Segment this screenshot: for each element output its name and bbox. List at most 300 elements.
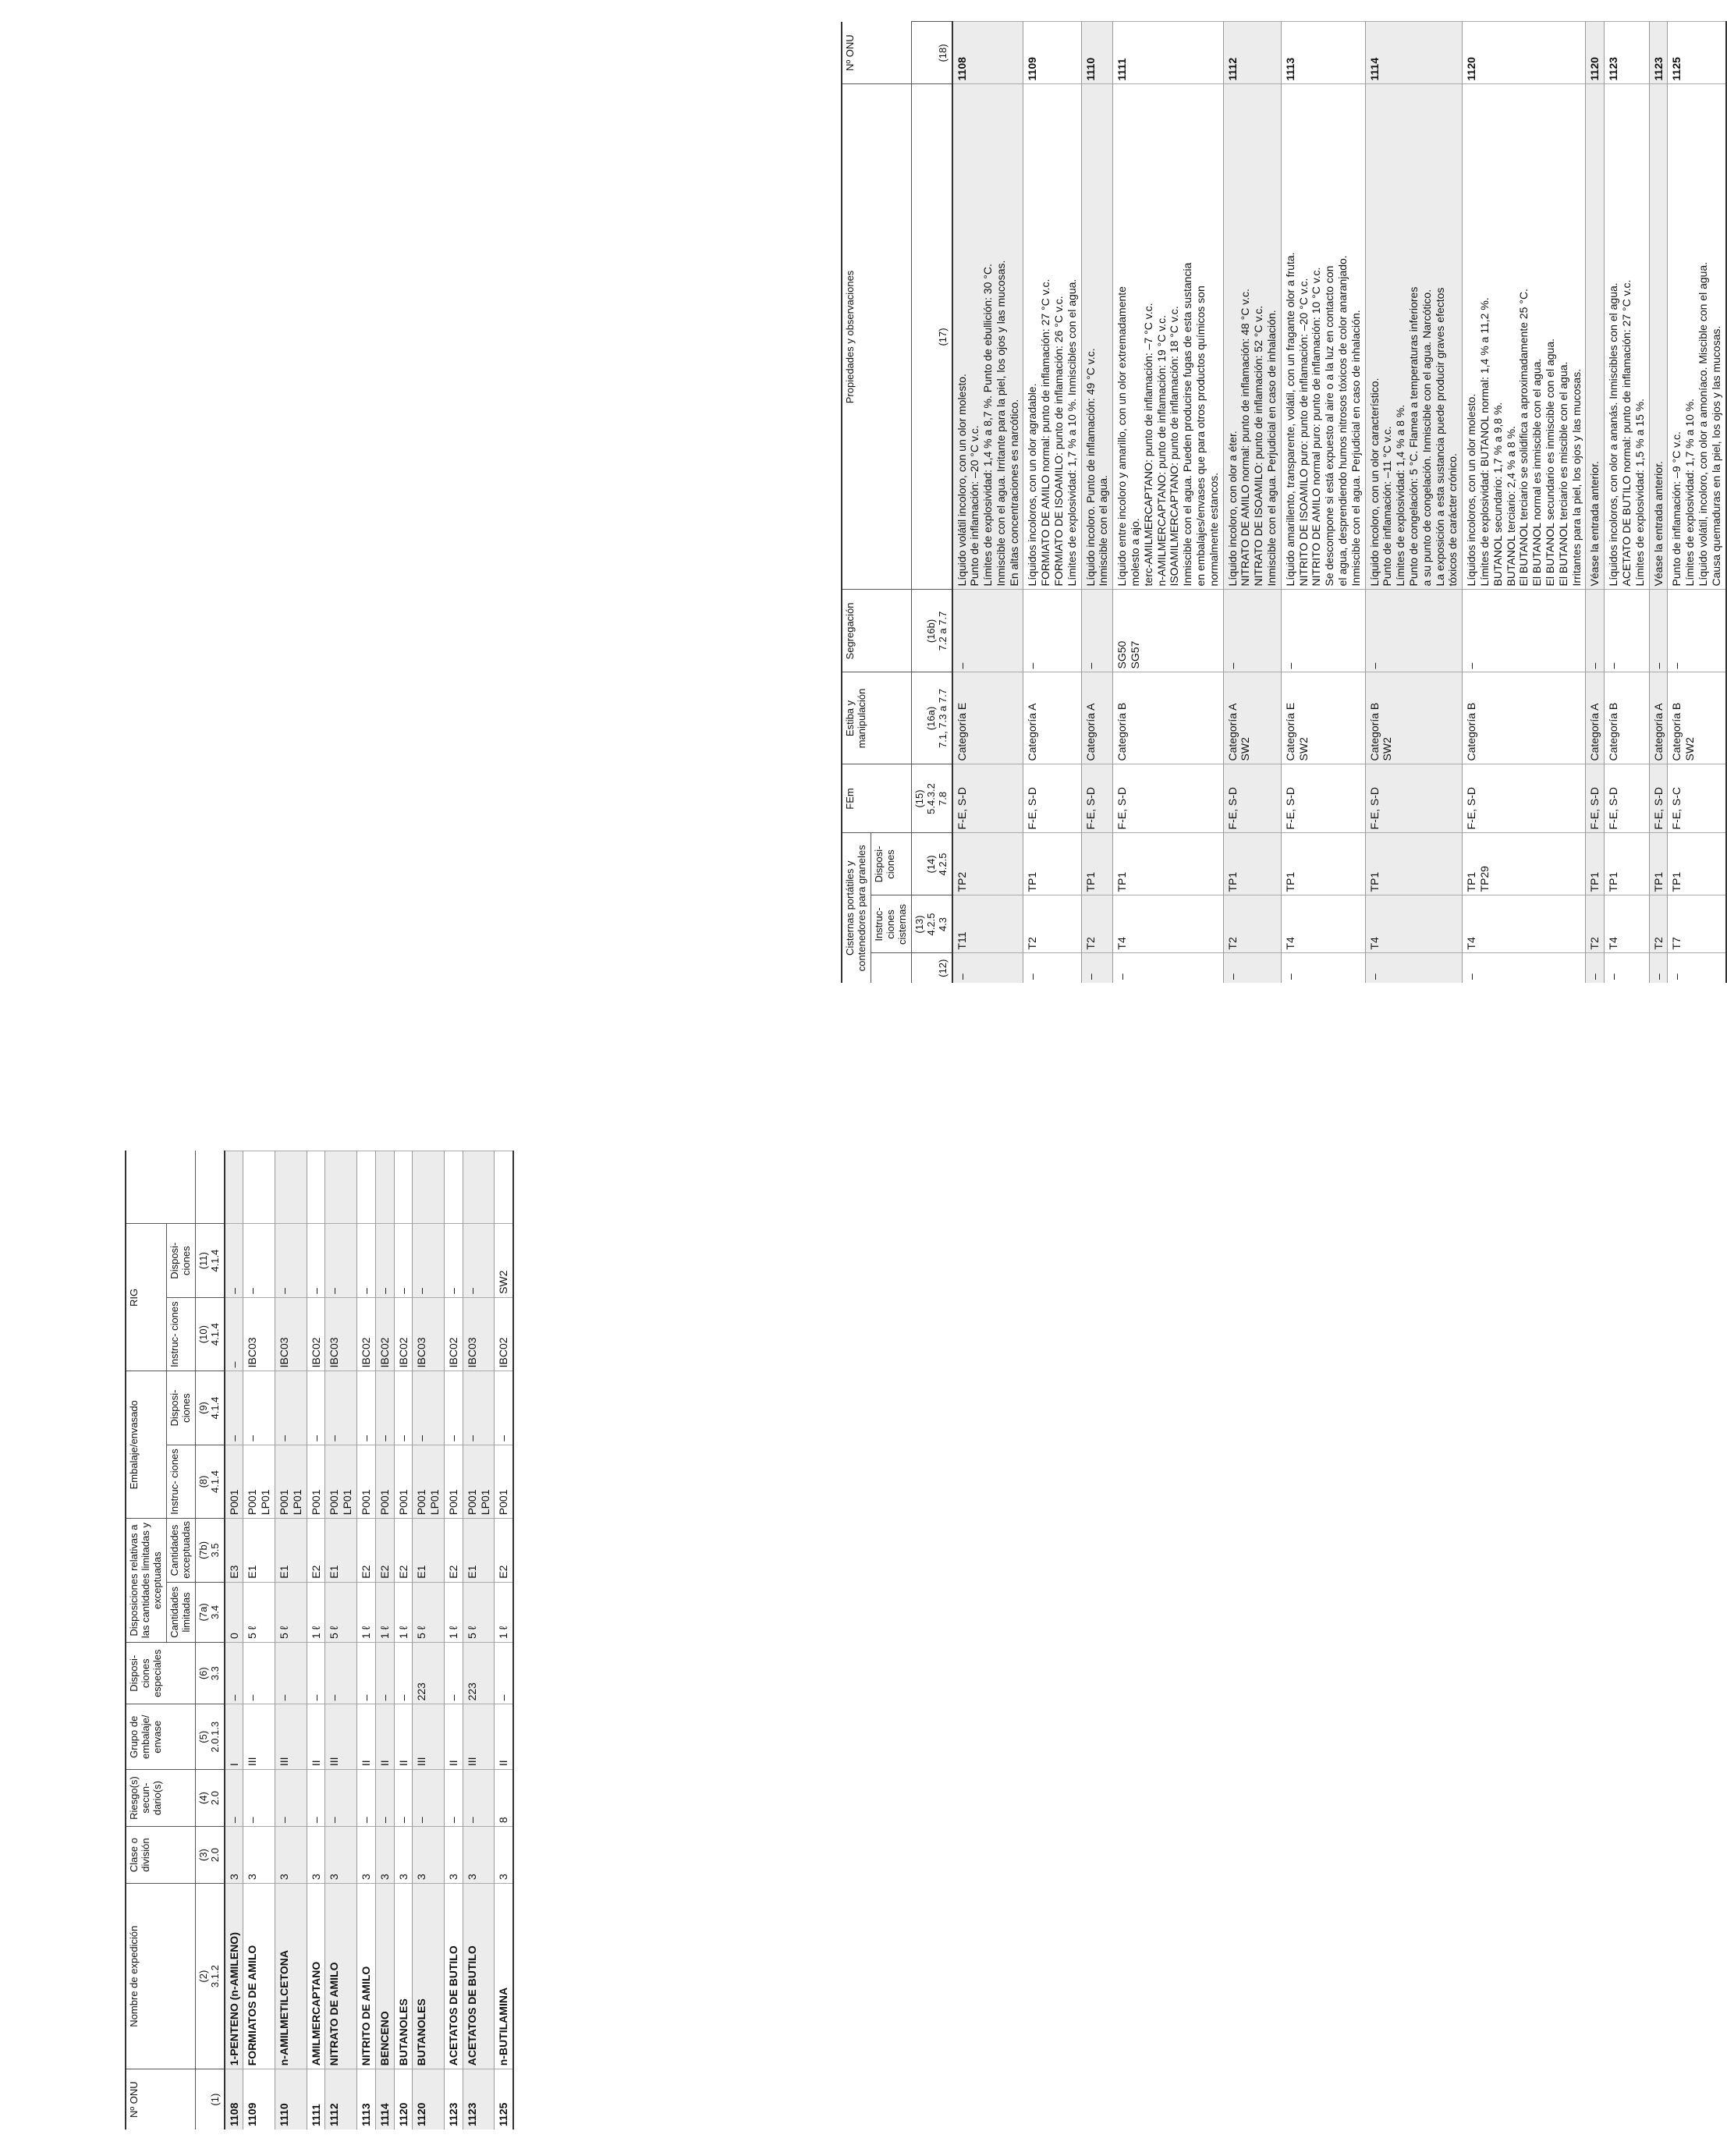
onu-cell: 1108 (952, 22, 1023, 84)
onu-cell: 1120 (1463, 22, 1586, 84)
header-class: Clase o división (126, 1827, 195, 1884)
excepted-quantity-cell: E2 (394, 1519, 413, 1583)
header-tank-provisions: Disposi- ciones (871, 833, 911, 895)
limited-quantity-cell: 0 (225, 1582, 243, 1642)
ems-cell: F-E, S-D (952, 764, 1023, 833)
column-number: (3) 2.0 (195, 1827, 224, 1884)
header-col12 (871, 953, 911, 983)
table-row (243, 1151, 275, 2130)
col12-cell: – (952, 953, 1023, 983)
stowage-cell: Categoría B SW2 (1668, 672, 1726, 764)
properties-line: En altas concentraciones es narcótico. (1007, 399, 1020, 587)
properties-line: Límites de explosividad: 1,7 % a 10 %. Inmiscibles con el agua. (1065, 278, 1078, 587)
packing-provision-cell: – (225, 1371, 243, 1445)
limited-quantity-cell: 5 ℓ (275, 1582, 307, 1642)
secondary-risk-cell: – (275, 1770, 307, 1827)
header-tanks-group: Cisternas portátiles y contenedores para graneles (842, 833, 871, 983)
properties-line: El BUTANOL terciario se solidifica a aproximadamente 25 °C. (1517, 289, 1530, 587)
column-number: (2) 3.1.2 (195, 1884, 224, 2069)
secondary-risk-cell: – (375, 1770, 394, 1827)
segregation-cell: – (1605, 590, 1649, 672)
properties-line: Límites de explosividad: 1,4 % a 8 %. (1394, 404, 1407, 587)
properties-line: Líquido amarillento, transparente, volátil, con un fragante olor a fruta. (1283, 252, 1296, 587)
column-number: (1) (195, 2069, 224, 2129)
column-number: (7b) 3.5 (195, 1519, 224, 1583)
packing-instruction-cell: P001 LP01 (325, 1445, 357, 1518)
properties-line: Véase la entrada anterior. (1651, 461, 1665, 587)
ibc-provision-cell: – (325, 1224, 357, 1297)
ibc-instruction-cell: IBC02 (394, 1297, 413, 1371)
packing-provision-cell: – (495, 1371, 513, 1445)
secondary-risk-cell: – (444, 1770, 463, 1827)
properties-line: normalmente estancos. (1207, 472, 1220, 587)
properties-line: ISOAMILMERCAPTANO: punto de inflamación: 18 °C v.c. (1168, 306, 1181, 587)
properties-cell (952, 84, 1023, 590)
properties-line: La exposición a esta sustancia puede producir graves efectos (1433, 287, 1446, 587)
excepted-quantity-cell: E3 (225, 1519, 243, 1583)
tank-instruction-cell: T4 (1605, 895, 1649, 953)
onu-cell: 1123 (1649, 22, 1668, 84)
onu-cell: 1123 (463, 2069, 495, 2129)
segregation-cell: – (1668, 590, 1726, 672)
column-number: (16a) 7.1, 7.3 a 7.7 (911, 672, 952, 764)
secondary-risk-cell: – (325, 1770, 357, 1827)
packing-instruction-cell: P001 LP01 (413, 1445, 445, 1518)
properties-line: NITRATO DE ISOAMILO: punto de inflamación: 52 °C v.c. (1252, 305, 1265, 587)
row-spacer (225, 1151, 243, 1224)
properties-line: NITRITO DE ISOAMILO puro: punto de inflamación: –20 °C v.c. (1296, 278, 1310, 587)
limited-quantity-cell: 1 ℓ (307, 1582, 325, 1642)
table-row (1365, 22, 1463, 983)
ibc-instruction-cell: IBC02 (444, 1297, 463, 1371)
properties-line: El BUTANOL secundario es inmiscible con el agua. (1543, 338, 1556, 587)
ems-cell: F-E, S-D (1113, 764, 1223, 833)
segregation-cell: – (1281, 590, 1365, 672)
table-row (495, 1151, 513, 2130)
row-spacer (375, 1151, 394, 1224)
properties-line: Límites de explosividad: 1,7 % a 10 %. (1683, 399, 1697, 587)
properties-line: Límites de explosividad: 1,4 % a 8,7 %. Punto de ebullición: 30 °C. (981, 264, 995, 587)
onu-cell: 1120 (394, 2069, 413, 2129)
properties-cell (1668, 84, 1726, 590)
properties-cell (1081, 84, 1113, 590)
segregation-cell: – (1365, 590, 1463, 672)
table-row (1586, 22, 1605, 983)
onu-cell: 1125 (495, 2069, 513, 2129)
special-provisions-cell: – (243, 1643, 275, 1704)
tank-instruction-cell: T2 (1586, 895, 1605, 953)
ibc-provision-cell: – (375, 1224, 394, 1297)
ibc-provision-cell: – (243, 1224, 275, 1297)
header-onu: Nº ONU (126, 2069, 195, 2129)
tank-instruction-cell: T4 (1281, 895, 1365, 953)
ems-cell: F-E, S-D (1649, 764, 1668, 833)
column-number-row (911, 22, 952, 983)
table-row (952, 22, 1023, 983)
row-spacer (495, 1151, 513, 1224)
packing-instruction-cell: P001 (375, 1445, 394, 1518)
class-cell: 3 (413, 1827, 445, 1884)
ibc-provision-cell: – (413, 1224, 445, 1297)
col12-cell: – (1365, 953, 1463, 983)
column-number: (16b) 7.2 a 7.7 (911, 590, 952, 672)
col12-cell: – (1649, 953, 1668, 983)
limited-quantity-cell: 5 ℓ (325, 1582, 357, 1642)
shipping-name-cell: NITRATO DE AMILO (325, 1884, 357, 2069)
packing-provision-cell: – (394, 1371, 413, 1445)
segregation-cell: SG50 SG57 (1113, 590, 1223, 672)
class-cell: 3 (444, 1827, 463, 1884)
header-ems: FEm (842, 764, 911, 833)
shipping-name-cell: FORMIATOS DE AMILO (243, 1884, 275, 2069)
properties-cell (1281, 84, 1365, 590)
segregation-cell: – (1081, 590, 1113, 672)
header-packing-provisions: Disposi- ciones (166, 1371, 195, 1445)
table-row (307, 1151, 325, 2130)
packing-instruction-cell: P001 (394, 1445, 413, 1518)
limited-quantity-cell: 1 ℓ (444, 1582, 463, 1642)
segregation-cell: – (1586, 590, 1605, 672)
header-limited-quantities: Cantidades limitadas (166, 1582, 195, 1642)
shipping-name-cell: AMILMERCAPTANO (307, 1884, 325, 2069)
ems-cell: F-E, S-D (1605, 764, 1649, 833)
packing-group-cell: III (243, 1704, 275, 1770)
header-spacer (126, 1151, 195, 1224)
properties-line: Líquido incoloro. Punto de inflamación: 49 °C v.c. (1083, 348, 1097, 587)
row-spacer (463, 1151, 495, 1224)
packing-instruction-cell: P001 (495, 1445, 513, 1518)
properties-line: Causa quemaduras en la piel, los ojos y las mucosas. (1709, 325, 1722, 587)
special-provisions-cell: – (444, 1643, 463, 1704)
properties-cell (1023, 84, 1081, 590)
excepted-quantity-cell: E2 (307, 1519, 325, 1583)
properties-line: FORMIATO DE AMILO normal: punto de inflamación: 27 °C v.c. (1039, 278, 1052, 587)
properties-cell (1223, 84, 1281, 590)
tank-provision-cell: TP1 (1586, 833, 1605, 895)
column-number: (4) 2.0 (195, 1770, 224, 1827)
onu-cell: 1110 (275, 2069, 307, 2129)
ems-cell: F-E, S-D (1223, 764, 1281, 833)
onu-cell: 1123 (444, 2069, 463, 2129)
properties-line: Líquido volátil, incoloro, con olor a amoníaco. Miscible con el agua. (1696, 261, 1709, 587)
packing-provision-cell: – (275, 1371, 307, 1445)
table-row (394, 1151, 413, 2130)
table-row (325, 1151, 357, 2130)
row-spacer (413, 1151, 445, 1224)
col12-cell: – (1281, 953, 1365, 983)
special-provisions-cell: – (394, 1643, 413, 1704)
column-number: (13) 4.2.5 4.3 (911, 895, 952, 953)
tank-provision-cell: TP1 (1081, 833, 1113, 895)
excepted-quantity-cell: E1 (325, 1519, 357, 1583)
secondary-risk-cell: – (243, 1770, 275, 1827)
special-provisions-cell: – (375, 1643, 394, 1704)
ems-cell: F-E, S-C (1668, 764, 1726, 833)
ibc-provision-cell: – (225, 1224, 243, 1297)
tank-provision-cell: TP1 (1023, 833, 1081, 895)
properties-cell (1113, 84, 1223, 590)
table-row (1463, 22, 1586, 983)
properties-line: El BUTANOL normal es inmiscible con el agua. (1530, 358, 1544, 587)
packing-group-cell: I (225, 1704, 243, 1770)
special-provisions-cell: – (225, 1643, 243, 1704)
col12-cell: – (1113, 953, 1223, 983)
properties-line: Líquido entre incoloro y amarillo, con un olor extremadamente (1115, 286, 1129, 587)
header-ibc-instructions: Instruc- ciones (166, 1297, 195, 1371)
header-stowage: Estiba y manipulación (842, 672, 911, 764)
ibc-instruction-cell: IBC03 (325, 1297, 357, 1371)
ibc-provision-cell: – (307, 1224, 325, 1297)
tank-instruction-cell: T11 (952, 895, 1023, 953)
row-spacer (394, 1151, 413, 1224)
special-provisions-cell: – (307, 1643, 325, 1704)
excepted-quantity-cell: E2 (356, 1519, 375, 1583)
header-quantities-group: Disposiciones relativas a las cantidades limitadas y exceptuadas (126, 1519, 166, 1643)
class-cell: 3 (375, 1827, 394, 1884)
tank-provision-cell: TP1 (1223, 833, 1281, 895)
col12-cell: – (1605, 953, 1649, 983)
header-ibc-provisions: Disposi- ciones (166, 1224, 195, 1297)
properties-cell (1463, 84, 1586, 590)
properties-line: Líquidos incoloros, con un olor molesto. (1465, 393, 1478, 587)
onu-cell: 1109 (1023, 22, 1081, 84)
right-table (841, 21, 1727, 983)
packing-instruction-cell: P001 (444, 1445, 463, 1518)
header-packing-instructions: Instruc- ciones (166, 1445, 195, 1518)
packing-provision-cell: – (307, 1371, 325, 1445)
packing-provision-cell: – (356, 1371, 375, 1445)
class-cell: 3 (495, 1827, 513, 1884)
header-onu-right: Nº ONU (842, 22, 911, 84)
properties-line: Límites de explosividad: 1,5 % a 15 %. (1633, 399, 1646, 587)
table-row (1081, 22, 1113, 983)
special-provisions-cell: 223 (463, 1643, 495, 1704)
onu-cell: 1108 (225, 2069, 243, 2129)
column-number: (5) 2.0.1.3 (195, 1704, 224, 1770)
packing-instruction-cell: P001 LP01 (275, 1445, 307, 1518)
properties-line: Véase la entrada anterior. (1588, 461, 1601, 587)
onu-cell: 1111 (1113, 22, 1223, 84)
tank-instruction-cell: T2 (1223, 895, 1281, 953)
column-number: (8) 4.1.4 (195, 1445, 224, 1518)
properties-line: terc-AMILMERCAPTANO: punto de inflamación: –7 °C v.c. (1141, 303, 1154, 587)
packing-instruction-cell: P001 LP01 (463, 1445, 495, 1518)
properties-line: FORMIATO DE ISOAMILO: punto de inflamación: 26 °C v.c. (1052, 296, 1066, 587)
column-number-spacer (195, 1151, 224, 1224)
segregation-cell: – (1223, 590, 1281, 672)
properties-cell (1649, 84, 1668, 590)
onu-cell: 1113 (356, 2069, 375, 2129)
segregation-cell: – (952, 590, 1023, 672)
right-table-body (952, 22, 1726, 983)
table-row (1649, 22, 1668, 983)
packing-provision-cell: – (243, 1371, 275, 1445)
column-number: (18) (911, 22, 952, 84)
shipping-name-cell: n-BUTILAMINA (495, 1884, 513, 2069)
table-row (1668, 22, 1726, 983)
table-row (1281, 22, 1365, 983)
special-provisions-cell: – (495, 1643, 513, 1704)
class-cell: 3 (394, 1827, 413, 1884)
properties-line: Punto de inflamación: –20 °C v.c. (968, 425, 981, 587)
tank-instruction-cell: T2 (1649, 895, 1668, 953)
tank-instruction-cell: T4 (1113, 895, 1223, 953)
limited-quantity-cell: 1 ℓ (375, 1582, 394, 1642)
packing-instruction-cell: P001 (356, 1445, 375, 1518)
stowage-cell: Categoría B (1605, 672, 1649, 764)
packing-provision-cell: – (413, 1371, 445, 1445)
secondary-risk-cell: – (413, 1770, 445, 1827)
secondary-risk-cell: – (463, 1770, 495, 1827)
properties-line: en embalajes/envases que para otros productos químicos son (1194, 285, 1207, 587)
packing-group-cell: III (413, 1704, 445, 1770)
stowage-cell: Categoría B (1463, 672, 1586, 764)
packing-group-cell: III (275, 1704, 307, 1770)
properties-line: el agua, desprendiendo humos nitrosos tóxicos de color anaranjado. (1336, 255, 1349, 587)
packing-provision-cell: – (463, 1371, 495, 1445)
properties-line: n-AMILMERCAPTANO: punto de inflamación: 19 °C v.c. (1154, 315, 1168, 587)
ems-cell: F-E, S-D (1023, 764, 1081, 833)
column-number: (15) 5.4.3.2 7.8 (911, 764, 952, 833)
row-spacer (243, 1151, 275, 1224)
tank-instruction-cell: T4 (1463, 895, 1586, 953)
packing-group-cell: II (375, 1704, 394, 1770)
stowage-cell: Categoría B SW2 (1365, 672, 1463, 764)
col12-cell: – (1081, 953, 1113, 983)
properties-line: molesto a ajo. (1129, 518, 1142, 587)
table-row (413, 1151, 445, 2130)
header-special-provisions: Disposi- ciones especiales (126, 1643, 195, 1704)
ibc-provision-cell: – (394, 1224, 413, 1297)
properties-line: NITRATO DE AMILO normal: punto de inflamación: 48 °C v.c. (1239, 289, 1252, 587)
onu-cell: 1112 (325, 2069, 357, 2129)
class-cell: 3 (463, 1827, 495, 1884)
stowage-cell: Categoría A (1649, 672, 1668, 764)
properties-line: Inmiscible con el agua. Perjudicial en caso de inhalación. (1349, 310, 1362, 587)
header-secondary-risk: Riesgo(s) secun- dario(s) (126, 1770, 195, 1827)
properties-line: Líquidos incoloros, con un olor agradable. (1026, 383, 1039, 587)
stowage-cell: Categoría B (1113, 672, 1223, 764)
onu-cell: 1112 (1223, 22, 1281, 84)
onu-cell: 1111 (307, 2069, 325, 2129)
column-number: (9) 4.1.4 (195, 1371, 224, 1445)
properties-line: BUTANOL secundario: 1,7 % a 9,8 %. (1491, 402, 1504, 587)
tank-provision-cell: TP1 (1668, 833, 1726, 895)
onu-cell: 1120 (413, 2069, 445, 2129)
excepted-quantity-cell: E1 (413, 1519, 445, 1583)
packing-group-cell: II (444, 1704, 463, 1770)
ems-cell: F-E, S-D (1281, 764, 1365, 833)
packing-instruction-cell: P001 LP01 (243, 1445, 275, 1518)
properties-cell (1365, 84, 1463, 590)
properties-line: ACETATO DE BUTILO normal: punto de inflamación: 27 °C v.c. (1619, 279, 1633, 587)
limited-quantity-cell: 1 ℓ (495, 1582, 513, 1642)
special-provisions-cell: – (325, 1643, 357, 1704)
shipping-name-cell: BUTANOLES (413, 1884, 445, 2069)
onu-cell: 1109 (243, 2069, 275, 2129)
table-row (1023, 22, 1081, 983)
onu-cell: 1114 (1365, 22, 1463, 84)
ibc-provision-cell: SW2 (495, 1224, 513, 1297)
col12-cell: – (1223, 953, 1281, 983)
properties-cell (1586, 84, 1605, 590)
excepted-quantity-cell: E2 (444, 1519, 463, 1583)
properties-line: Líquido incoloro, con olor a éter. (1225, 431, 1239, 587)
ibc-provision-cell: – (444, 1224, 463, 1297)
limited-quantity-cell: 5 ℓ (243, 1582, 275, 1642)
ems-cell: F-E, S-D (1365, 764, 1463, 833)
ibc-instruction-cell: IBC03 (243, 1297, 275, 1371)
shipping-name-cell: ACETATOS DE BUTILO (463, 1884, 495, 2069)
row-spacer (356, 1151, 375, 1224)
ibc-provision-cell: – (356, 1224, 375, 1297)
packing-instruction-cell: P001 (225, 1445, 243, 1518)
properties-cell (1605, 84, 1649, 590)
tank-provision-cell: TP1 (1113, 833, 1223, 895)
ems-cell: F-E, S-D (1081, 764, 1113, 833)
col12-cell: – (1668, 953, 1726, 983)
left-table-body (225, 1151, 514, 2130)
shipping-name-cell: ACETATOS DE BUTILO (444, 1884, 463, 2069)
tank-provision-cell: TP1 (1281, 833, 1365, 895)
packing-group-cell: II (394, 1704, 413, 1770)
limited-quantity-cell: 1 ℓ (394, 1582, 413, 1642)
table-row (1113, 22, 1223, 983)
row-spacer (325, 1151, 357, 1224)
ibc-instruction-cell: – (225, 1297, 243, 1371)
onu-cell: 1110 (1081, 22, 1113, 84)
ibc-instruction-cell: IBC02 (495, 1297, 513, 1371)
packing-group-cell: II (356, 1704, 375, 1770)
packing-group-cell: III (463, 1704, 495, 1770)
secondary-risk-cell: 8 (495, 1770, 513, 1827)
ibc-instruction-cell: IBC02 (356, 1297, 375, 1371)
tank-instruction-cell: T7 (1668, 895, 1726, 953)
table-row (463, 1151, 495, 2130)
col12-cell: – (1023, 953, 1081, 983)
excepted-quantity-cell: E1 (243, 1519, 275, 1583)
excepted-quantity-cell: E1 (275, 1519, 307, 1583)
properties-line: Inmiscible con el agua. Pueden producirse fugas de esta sustancia (1181, 262, 1194, 587)
shipping-name-cell: BUTANOLES (394, 1884, 413, 2069)
tank-provision-cell: TP2 (952, 833, 1023, 895)
special-provisions-cell: – (356, 1643, 375, 1704)
properties-line: Inmiscible con el agua. Irritante para la piel, los ojos y las mucosas. (994, 260, 1007, 587)
dangerous-goods-list-part-1 (125, 1151, 514, 2129)
special-provisions-cell: – (275, 1643, 307, 1704)
header-properties: Propiedades y observaciones (842, 84, 911, 590)
column-number: (14) 4.2.5 (911, 833, 952, 895)
row-spacer (275, 1151, 307, 1224)
segregation-cell: – (1023, 590, 1081, 672)
tank-instruction-cell: T2 (1023, 895, 1081, 953)
table-row (444, 1151, 463, 2130)
onu-cell: 1114 (375, 2069, 394, 2129)
column-number: (17) (911, 84, 952, 590)
class-cell: 3 (243, 1827, 275, 1884)
tank-provision-cell: TP1 (1605, 833, 1649, 895)
excepted-quantity-cell: E2 (375, 1519, 394, 1583)
properties-line: NITRITO DE AMILO normal puro: punto de inflamación: 10 °C v.c. (1310, 267, 1323, 587)
tank-instruction-cell: T4 (1365, 895, 1463, 953)
table-row (1223, 22, 1281, 983)
limited-quantity-cell: 5 ℓ (463, 1582, 495, 1642)
ibc-provision-cell: – (275, 1224, 307, 1297)
properties-line: a su punto de congelación. Inmiscible con el agua. Narcótico. (1420, 289, 1433, 587)
properties-line: Se descompone si está expuesto al aire o a la luz en contacto con (1323, 265, 1336, 587)
segregation-cell: – (1649, 590, 1668, 672)
class-cell: 3 (356, 1827, 375, 1884)
